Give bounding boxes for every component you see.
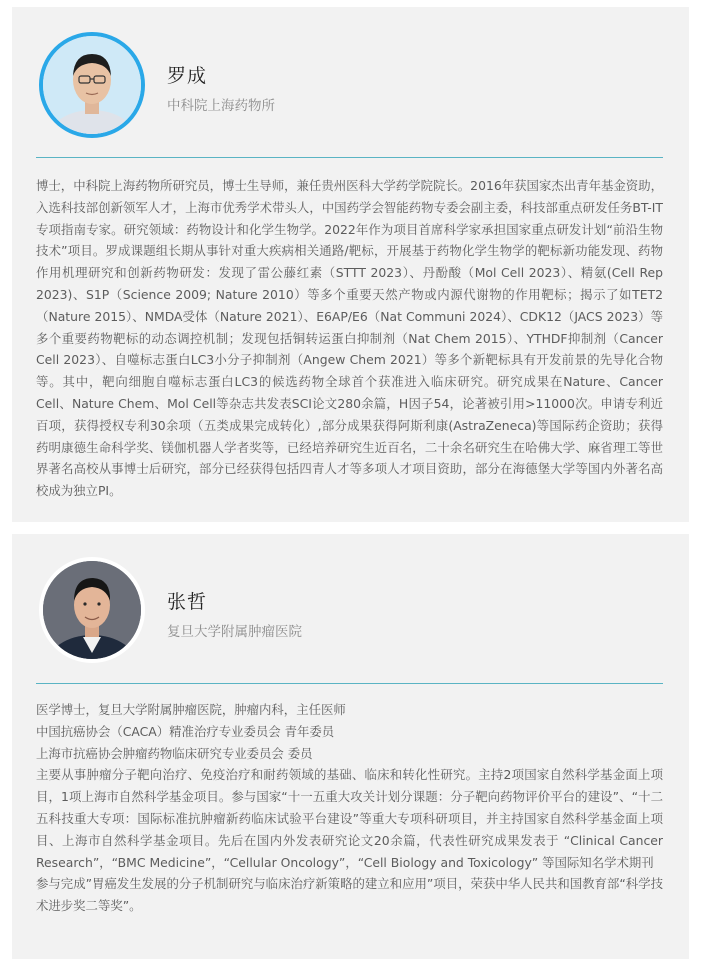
person-affiliation: 复旦大学附属肿瘤医院 [167, 624, 302, 640]
person-name: 罗成 [167, 65, 208, 87]
avatar-zhang-zhe [39, 557, 145, 663]
divider [36, 683, 663, 684]
bio-line: 中国抗癌协会（CACA）精准治疗专业委员会 青年委员 [36, 723, 335, 739]
person-bio [36, 699, 663, 917]
bio-paragraph: 博士，中科院上海药物所研究员，博士生导师，兼任贵州医科大学药学院院长。2016年获国家杰出青年基金资助，入选科技部创新领军人才，上海市优秀学术带头人，中国药学会智能药物专委会副主委，科技部重点研发任务BT-IT专项指南专家。研究领域：药物设计和化学生物学。2022年作为项目首席科学家承担国家重点研发计划“前沿生物技术”项目。罗成课题组长期从事针对重大疾病相关通路/靶标，开展基于药物化学生物学的靶标新功能发现、药物作用机理研究和创新药物研发：发现了雷公藤红素（STTT 2023）、丹酚酸（Mol Cell 2023）、精氨(Cell Rep 2023)、S1P（Science 2009; Nature 2010）等多个重要天然产物或内源代谢物的作用靶标；揭示了如TET2（Nature 2015）、NMDA受体（Nature 2021）、E6AP/E6（Nat Communi 2024）、CDK12（JACS 2023）等多个重要药物靶标的动态调控机制；发现包括铜转运蛋白抑制剂（Nat Chem 2015）、YTHDF抑制剂（Cancer Cell 2023）、自噬标志蛋白LC3小分子抑制剂（Angew Chem 2021）等多个新靶标具有开发前景的先导化合物等。其中，靶向细胞自噬标志蛋白LC3的候选药物全球首个获准进入临床研究。研究成果在Nature、Cancer Cell、Nature Chem、Mol Cell等杂志共发表SCI论文280余篇，H因子54，论著被引用>11000次。申请专利近百项，获得授权专利30余项（五类成果完成转化）,部分成果获得阿斯利康(AstraZeneca)等国际药企资助；获得药明康德生命科学奖、镁伽机器人学者奖等，已经培养研究生近百名，二十余名研究生在哈佛大学、麻省理工等世界著名高校从事博士后研究，部分已经获得包括四青人才等多项人才项目资助，部分在海德堡大学等国内外著名高校成为独立PI。 [36, 178, 663, 499]
profile-card-2 [12, 534, 689, 959]
avatar-portrait-icon [43, 561, 141, 659]
bio-paragraph: 参与完成”胃癌发生发展的分子机制研究与临床治疗新策略的建立和应用”项目，荣获中华人民共和国教育部“科学技术进步奖二等奖”。 [36, 876, 663, 914]
divider [36, 157, 663, 158]
avatar-luo-cheng [39, 32, 145, 138]
person-affiliation: 中科院上海药物所 [167, 98, 275, 114]
avatar-portrait-icon [43, 36, 141, 134]
bio-line: 医学博士，复旦大学附属肿瘤医院，肿瘤内科，主任医师 [36, 702, 346, 717]
person-name: 张哲 [167, 591, 208, 613]
bio-paragraph: 主要从事肿瘤分子靶向治疗、免疫治疗和耐药领域的基础、临床和转化性研究。主持2项国家自然科学基金面上项目，1项上海市自然科学基金项目。参与国家“十一五重大攻关计划分课题：分子靶向药物评价平台的建设”、“十二五科技重大专项：国际标准抗肿瘤新药临床试验平台建设”等重大专项科研项目，并主持国家自然科学基金面上项目、上海市自然科学基金项目。先后在国内外发表研究论文20余篇，代表性研究成果发表于 “Clinical Cancer Research”，“BMC Medicine”，“Cellular Oncology”，“Cell Biology and Toxicology” 等国际知名学术期刊 [36, 767, 663, 870]
person-bio [36, 175, 663, 502]
profile-card-1 [12, 7, 689, 522]
bio-line: 上海市抗癌协会肿瘤药物临床研究专业委员会 委员 [36, 745, 313, 761]
